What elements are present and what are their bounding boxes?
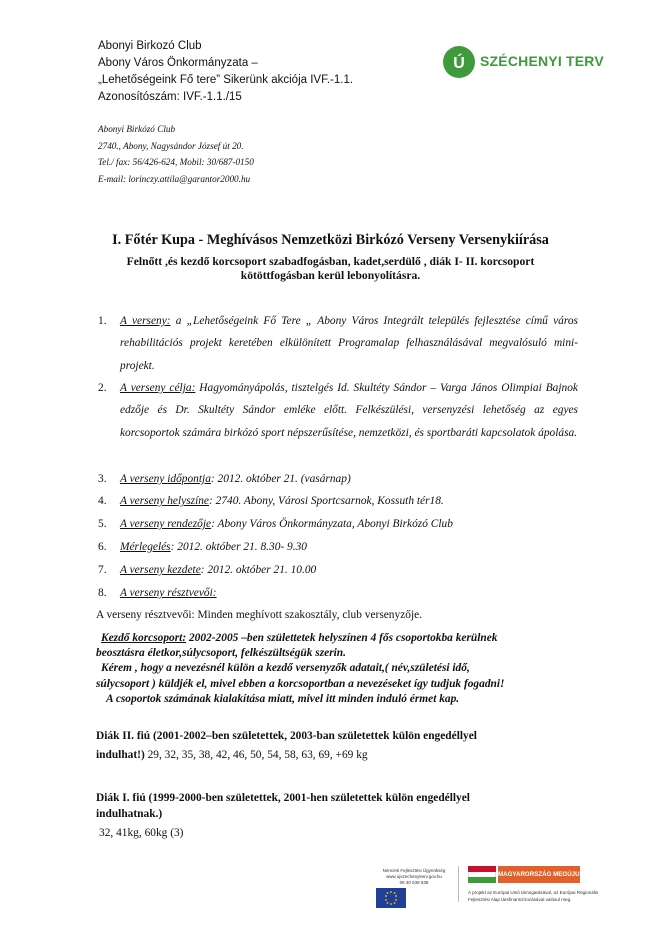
item-text: Hagyományápolás, tisztelgés Id. Skultéty Sándor – Varga János Olimpiai Bajnok edzője és Dr. Skultéty Sándor emléke előtt. Felkészülési, versenyzési lehetőség az egyes korcsoportok számára birkózó sport népszerűsítése, nemzetközi, és sportbaráti kapcsolatok ápolása. xyxy=(120,382,578,439)
item-number: 2. xyxy=(98,382,107,394)
logo-circle-icon xyxy=(442,45,476,79)
item-number: 5. xyxy=(98,518,107,530)
item-label: A verseny: xyxy=(120,315,171,327)
beginner-block xyxy=(96,631,586,707)
item-label: A verseny időpontja xyxy=(120,473,211,485)
eu-support-text xyxy=(468,890,599,903)
document-subtitle xyxy=(0,255,661,283)
diak2-weights: 29, 32, 35, 38, 42, 46, 50, 54, 58, 63, 69, +69 kg xyxy=(144,749,368,761)
beginner-label: Kezdő korcsoport: xyxy=(101,632,187,644)
list-item xyxy=(98,377,578,467)
eu-flag-icon xyxy=(376,888,406,908)
item-text: : 2740. Abony, Városi Sportcsarnok, Kossuth tér18. xyxy=(208,495,444,507)
participants-line: A verseny résztvevői: Minden meghívott szakosztály, club versenyzője. xyxy=(96,609,423,621)
header-block xyxy=(98,38,353,106)
eu-stars-icon xyxy=(376,888,406,908)
beginner-text: súlycsoport ) küldjék el, mivel ebben a korcsoportban a nevezéseket így tudjuk fogadni! xyxy=(96,677,505,690)
header-line: Abonyi Birkozó Club xyxy=(98,40,202,52)
item-number: 8. xyxy=(98,587,107,599)
item-text: a „Lehetőségeink Fő Tere „ Abony Város Integrált település fejlesztése című város rehabilitációs projekt keretében elkülönített Programalap felhasználásával megvalósuló mini-projekt. xyxy=(120,315,578,372)
item-text: : 2012. október 21. 10.00 xyxy=(200,564,317,576)
beginner-text: beosztásra életkor,súlycsoport, felkészültségük szerin. xyxy=(96,647,346,660)
item-label: A verseny helyszíne xyxy=(120,495,209,507)
diak1-line: indulhatnak.) xyxy=(96,808,163,820)
item-number: 1. xyxy=(98,315,107,327)
address-line: 2740., Abony, Nagysándor József út 20. xyxy=(98,140,244,151)
beginner-text: Kérem , hogy a nevezésnél külön a kezdő versenyzők adatait,( név,születési idő, xyxy=(101,662,470,675)
list-item xyxy=(98,310,578,378)
address-line: Tel./ fax: 56/426-624, Mobil: 30/687-0150 xyxy=(98,157,254,167)
agency-line: 06 40 638 638 xyxy=(399,880,429,885)
diak1-block xyxy=(96,790,586,841)
item-number: 6. xyxy=(98,541,107,553)
item-label: A verseny kezdete xyxy=(120,564,201,576)
header-line: Azonosítószám: IVF.-1.1./15 xyxy=(98,91,242,103)
eu-text-line: Fejlesztési Alap társfinanszírozásával valósul meg. xyxy=(468,896,572,902)
diak2-block xyxy=(96,727,586,765)
subtitle-line: kötöttfogásban kerül lebonyolításra. xyxy=(240,269,421,282)
document-title: I. Főtér Kupa - Meghívásos Nemzetközi Birkózó Verseny Versenykiírása xyxy=(112,232,549,248)
item-label: A verseny célja: xyxy=(120,382,196,394)
hu-renewal-badge: MAGYARORSZÁG MEGÚJUL xyxy=(498,866,580,883)
item-number: 7. xyxy=(98,564,107,576)
agency-line: www.ujszechenyiterv.gov.hu xyxy=(386,874,442,879)
agency-line: Nemzeti Fejlesztési Ügynökség xyxy=(382,868,446,873)
address-line: Abonyi Birkózó Club xyxy=(98,124,176,134)
item-label: Mérlegelés xyxy=(120,541,171,553)
item-text: : 2012. október 21. 8.30- 9.30 xyxy=(170,541,307,553)
header-line: Abony Város Önkormányzata – xyxy=(98,57,258,69)
diak2-line: Diák II. fiú (2001-2002–ben születettek, 2003-ban születettek külön engedéllyel xyxy=(96,730,477,742)
logo-letter: Ú xyxy=(453,55,465,72)
footer-divider xyxy=(458,866,459,902)
diak1-weights: 32, 41kg, 60kg (3) xyxy=(99,827,184,839)
item-text: : 2012. október 21. (vasárnap) xyxy=(210,473,351,485)
diak2-bold: indulhat!) xyxy=(96,749,145,761)
szechenyi-terv-logo xyxy=(442,45,604,85)
address-line: E-mail: lorinczy.attila@garantor2000.hu xyxy=(98,173,251,184)
diak1-line: Diák I. fiú (1999-2000-ben születettek, 2001-hen születettek külön engedéllyel xyxy=(96,792,470,804)
logo-text: SZÉCHENYI TERV xyxy=(480,53,604,69)
item-label: A verseny résztvevői: xyxy=(120,587,217,599)
header-line: „Lehetőségeink Fő tere” Sikerünk akciója IVF.-1.1. xyxy=(98,74,354,86)
item-number: 4. xyxy=(98,495,107,507)
item-text: : Abony Város Önkormányzata, Abonyi Birkózó Club xyxy=(211,518,453,530)
hungarian-flag-icon xyxy=(468,866,496,883)
address-block xyxy=(98,121,254,187)
item-number: 3. xyxy=(98,473,107,485)
item-label: A verseny rendezője xyxy=(120,518,212,530)
eu-text-line: A projekt az Európai Unió támogatásával, az Európai Regionális xyxy=(468,890,599,895)
beginner-text: 2002-2005 –ben születtetek helyszínen 4 fős csoportokba kerülnek xyxy=(186,632,498,644)
subtitle-line: Felnőtt ,és kezdő korcsoport szabadfogásban, kadet,serdülő , diák I- II. korcsoport xyxy=(126,255,535,268)
beginner-text: A csoportok számának kialakítása miatt, mivel itt minden induló érmet kap. xyxy=(106,692,460,705)
